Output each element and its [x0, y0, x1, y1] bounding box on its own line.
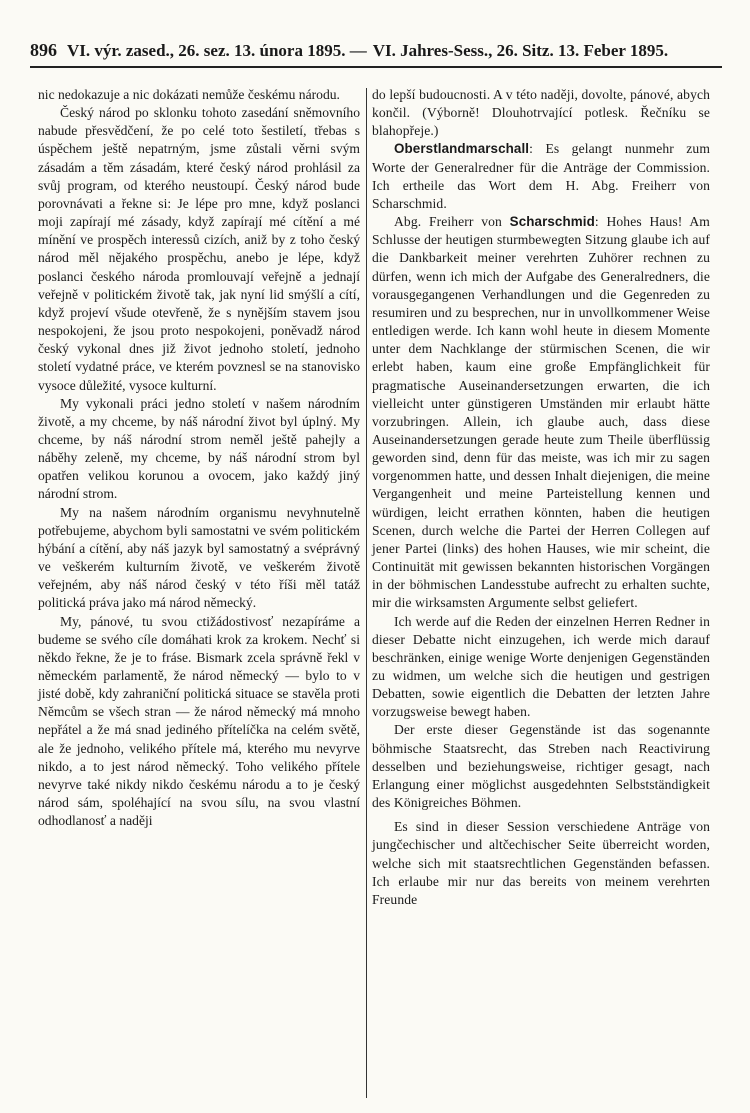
paragraph: nic nedokazuje a nic dokázati nemůže českému národu. — [38, 87, 340, 102]
left-column-czech — [38, 86, 360, 830]
running-header — [30, 40, 720, 61]
paragraph: do lepší budoucnosti. A v této naději, dovolte, pánové, abych končil. (Výborně! Dlouhotrvající potlesk. Řečníku se blahopřeje.) — [372, 87, 710, 139]
speaker-name: Oberstlandmarschall — [394, 141, 530, 157]
speaker-prefix: Abg. Freiherr von — [394, 214, 510, 230]
paragraph: Český národ po sklonku tohoto zasedání sněmovního nabude přesvědčení, že po celé toto šestiletí, třebas s úspěchem ještě nepatrným, jsme zůstali věrni svým zásadám a těm zásadám, které český národ prohlásil za svůj program, od kterého neustoupí. Český národ bude porovnávati a řekne si: Je lépe pro mne, když poslanci moji zapírají mé zásady, když zapírají mé cítění a mé mínění ve prospěch interessů cizích, aniž by z toho český národ měl nějakého prospěchu, anebo je lépe, když poslanci českého národa promlouvají veřejně a jednají veřejně v politickém životě tak, jak nyní lid smýšlí a cítí, když projeví všude otevřeně, že s nynějším stavem jsou nespokojeni, že jsou proto nespokojeni, poněvadž národ český vykonal dnes již život jednoho století, jednoho století vydatné práce, ve kterém povznesl se na stanovisko vysoce důležité, vysoce kulturní. — [38, 105, 360, 393]
speech-text: : Hohes Haus! Am Schlusse der heutigen sturmbewegten Sitzung glaube ich auf die Dankbarkeit meiner verehrten Zuhörer rechnen zu dürfen, wenn ich mich der Aufgabe des Generalredners, die vorausgegangenen Verhandlungen und die Gegenreden zu resumiren und zu besprechen, nur in unvollkommener Weise entledigen werde. Ich kann wohl heute in diesem Momente unter dem Nachklange der stürmischen Scenen, die wir erlebt haben, kaum eine große Empfänglichkeit für pragmatische Auseinandersetzungen erwarten, die ich vielleicht unter günstigeren Umständen mir erlaubt hätte vorzubringen. Allein, ich glaube auch, dass diese Auseinandersetzungen gerade heute zum Theile überflüssig geworden sind, denn für das meiste, was ich mir zu sagen vorgenommen hatte, und dessen Inhalt diejenigen, die meine Vergangenheit und meine Parteistellung kennen und würdigen, leicht errathen könnten, haben die heutigen Scenen, durch welche die Partei der Herren Collegen auf jener Partei (links) des hohen Hauses, wie mir scheint, die Continuität mit gewissen bekannten historischen Vorgängen in der böhmischen Landesstube aufrecht zu erhalten suchte, mir die wirksamsten Argumente selbst geliefert. — [372, 214, 710, 611]
paragraph: My na našem národním organismu nevyhnutelně potřebujeme, abychom byli samostatni ve svém politickém hýbání a cítění, aby náš jazyk byl samostatný a svéprávný ve veškerém kulturním životě, ve veškerém životě veřejném, aby náš národ český v této říši měl tatáž politická práva jako má národ německý. — [38, 504, 360, 611]
speech-scharschmid — [372, 213, 710, 612]
paragraph: Der erste dieser Gegenstände ist das sogenannte böhmische Staatsrecht, das Streben nach Reactivirung desselben und beziehungsweise, richtiger gesagt, nach Erlangung einer möglichst ausgedehnten Selbstständigkeit des Königreiches Böhmen. — [372, 722, 710, 811]
paragraph: My, pánové, tu svou ctižádostivosť nezapíráme a budeme se svého cíle domáhati krok za krokem. Nechť si někdo řekne, že je to fráse. Bismark zcela správně řekl v německém parlamentě, že národ německý — bylo to v jisté době, kdy zahraniční politická situace se stavěla proti Němcům se všech stran — že národ německý má mnoho nepřátel a že má snad jediného přítelíčka na celém světě, ale že jednoho, velikého přítele má, kterého mu nevyrve nikdo, a to jest národ německý. Toho velikého přítele nevyrve také nikdy nikdo českému národu a to je český národ sám, spoléhající na svou sílu, na svou vlastní odhodlanosť a naději — [38, 613, 360, 829]
paragraph: Ich werde auf die Reden der einzelnen Herren Redner in dieser Debatte nicht einzugehen, ich werde mich darauf beschränken, einige wenige Worte denjenigen Gegenständen zu widmen, um welche sich die heutigen und gestrigen Debatten, sowie eigentlich die Debatten der letzten Jahre vorzugsweise bewegt haben. — [372, 613, 710, 720]
page-number: 896 — [30, 40, 57, 60]
speech-oberstlandmarschall — [372, 140, 710, 213]
paragraph: My vykonali práci jedno století v našem národním životě, a my chceme, by náš národní život byl úplný. My chceme, by náš národní strom neměl ještě pahejly a náběhy zeleně, my chceme, by náš národní strom byl opatřen velikou korunou a ovocem, jako každý jiný národní strom. — [38, 395, 360, 502]
header-title-german: VI. Jahres-Sess., 26. Sitz. 13. Feber 1895. — [372, 41, 669, 60]
column-divider — [366, 88, 367, 1098]
paragraph: Es sind in dieser Session verschiedene Anträge von jungčechischer und altčechischer Seite überreicht worden, welche sich mit staatsrechtlichen Gegenständen befassen. Ich erlaube mir nur das bereits von meinem verehrten Freunde — [372, 819, 710, 907]
speech-text: : Es gelangt nunmehr zum Worte der Generalredner für die Anträge der Commission. Ich ertheile das Wort dem H. Abg. Freiherr von Scharschmid. — [372, 141, 710, 211]
right-column-german — [372, 86, 710, 909]
header-title-czech: VI. výr. zased., 26. sez. 13. února 1895. — — [67, 41, 367, 60]
header-rule — [30, 66, 722, 68]
speaker-name: Scharschmid — [509, 214, 595, 230]
